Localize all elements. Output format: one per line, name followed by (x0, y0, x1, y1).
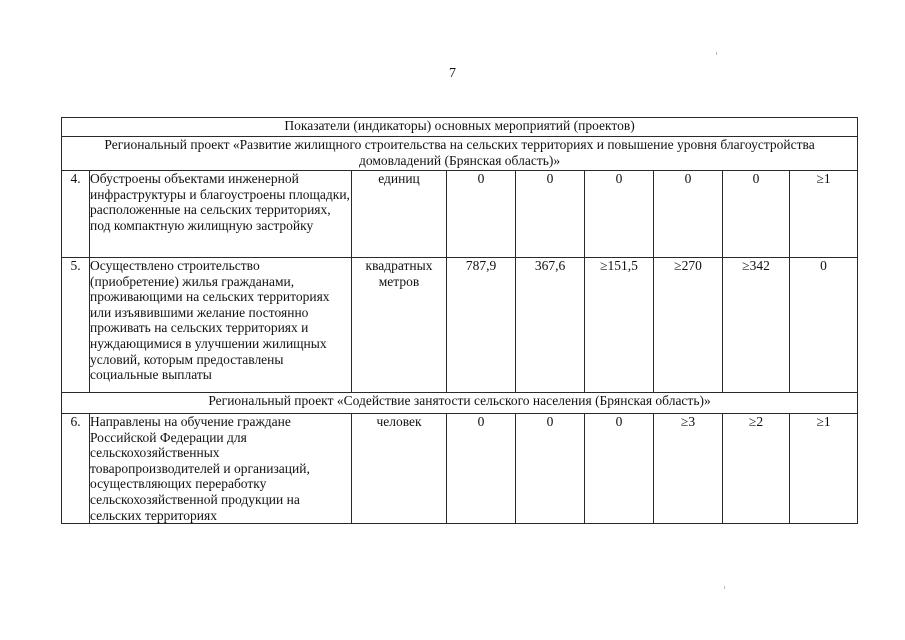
row-description: Обустроены объектами инженерной инфраструктуры и благоустроены площадки, расположенные на сельских территориях, под компактную жилищную застройку (90, 171, 352, 258)
row-number: 5. (62, 258, 90, 393)
table-row (62, 414, 858, 524)
row-unit: человек (352, 414, 447, 524)
row-value: ≥151,5 (585, 258, 654, 393)
row-value: 0 (790, 258, 858, 393)
row-value: 0 (654, 171, 723, 258)
row-value: 367,6 (516, 258, 585, 393)
row-unit: квадратных метров (352, 258, 447, 393)
project-title-housing: Региональный проект «Развитие жилищного строительства на сельских территориях и повышение уровня благоустройства домовладений (Брянская область)» (62, 137, 858, 171)
table-title: Показатели (индикаторы) основных мероприятий (проектов) (62, 118, 858, 137)
row-value: ≥1 (790, 414, 858, 524)
row-value: 787,9 (447, 258, 516, 393)
row-number: 4. (62, 171, 90, 258)
scan-mark (716, 52, 717, 55)
row-value: 0 (585, 171, 654, 258)
project-title-employment: Региональный проект «Содействие занятости сельского населения (Брянская область)» (62, 393, 858, 414)
row-value: 0 (723, 171, 790, 258)
row-value: 0 (447, 171, 516, 258)
row-value: 0 (516, 414, 585, 524)
row-value: ≥342 (723, 258, 790, 393)
row-unit: единиц (352, 171, 447, 258)
page-number: 7 (449, 66, 456, 81)
table-header-row (62, 118, 858, 137)
project-row-employment (62, 393, 858, 414)
row-value: ≥270 (654, 258, 723, 393)
row-value: 0 (447, 414, 516, 524)
table-row (62, 171, 858, 258)
project-row-housing (62, 137, 858, 171)
row-value: ≥1 (790, 171, 858, 258)
row-description: Направлены на обучение граждане Российской Федерации для сельскохозяйственных товаропроизводителей и организаций, осуществляющих переработку сельскохозяйственной продукции на сельских территориях (90, 414, 352, 524)
indicators-table (61, 117, 858, 524)
row-value: ≥2 (723, 414, 790, 524)
row-value: 0 (585, 414, 654, 524)
row-number: 6. (62, 414, 90, 524)
row-value: 0 (516, 171, 585, 258)
scan-mark (724, 586, 725, 589)
row-description: Осуществлено строительство (приобретение) жилья гражданами, проживающими на сельских территориях или изъявившими желание постоянно проживать на сельских территориях и нуждающимися в улучшении жилищных условий, которым предоставлены социальные выплаты (90, 258, 352, 393)
table-row (62, 258, 858, 393)
row-value: ≥3 (654, 414, 723, 524)
